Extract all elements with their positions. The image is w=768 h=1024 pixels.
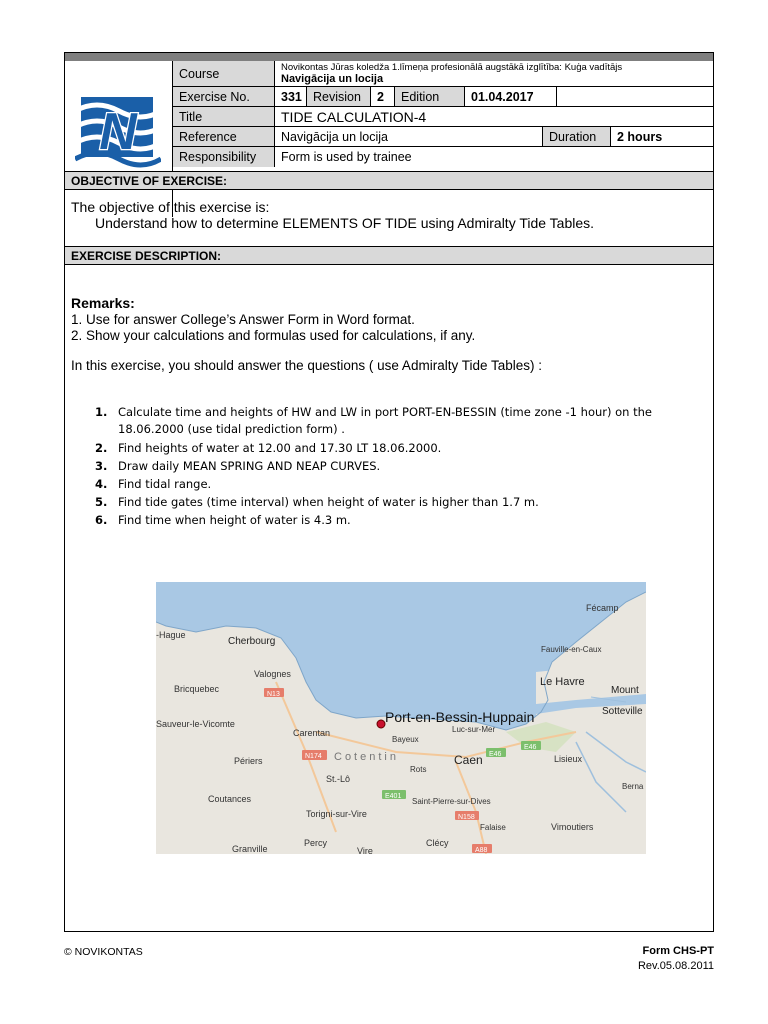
map-label: Percy xyxy=(304,838,328,848)
map-label: Caen xyxy=(454,753,483,767)
port-label: Port-en-Bessin-Huppain xyxy=(385,709,535,725)
duration-value: 2 hours xyxy=(617,129,663,144)
map-label: Rots xyxy=(410,765,427,774)
question-text: Find tidal range. xyxy=(118,477,212,491)
edition-label: Edition xyxy=(395,87,465,106)
question-text: Draw daily MEAN SPRING AND NEAP CURVES. xyxy=(118,459,381,473)
objective-line2: Understand how to determine ELEMENTS OF TIDE using Admiralty Tide Tables. xyxy=(95,215,595,231)
map-label: Fauville-en-Caux xyxy=(541,645,602,654)
port-marker xyxy=(377,720,385,728)
question-number: 3. xyxy=(95,459,108,473)
map-label: Sotteville xyxy=(602,706,643,717)
map-label: Lisieux xyxy=(554,754,583,764)
question-text: Calculate time and heights of HW and LW in port PORT-EN-BESSIN (time zone -1 hour) on the 18.06.2000 (use tidal prediction form) . xyxy=(118,405,652,436)
map-label: Vimoutiers xyxy=(551,822,594,832)
road-badge-label: E46 xyxy=(524,744,537,751)
normandy-map xyxy=(156,582,646,854)
map-label: Périers xyxy=(234,756,263,766)
map-label: -Hague xyxy=(156,630,186,640)
responsibility-label: Responsibility xyxy=(173,147,275,167)
remark-1: 1. Use for answer College’s Answer Form in Word format. xyxy=(71,312,415,327)
responsibility-row xyxy=(173,147,713,167)
title-value: TIDE CALCULATION-4 xyxy=(281,108,427,125)
revision: 2 xyxy=(371,87,395,106)
map-label: Clécy xyxy=(426,838,449,848)
road-badge-label: N158 xyxy=(458,814,475,821)
map-label: Saint-Pierre-sur-Dives xyxy=(412,797,491,806)
exercise-no-label: Exercise No. xyxy=(173,87,275,106)
map-label: Coutances xyxy=(208,794,252,804)
exercise-no: 331 xyxy=(275,87,307,106)
map-label: Bricquebec xyxy=(174,684,220,694)
map-label: St.-Lô xyxy=(326,774,351,784)
question-number: 4. xyxy=(95,477,108,491)
footer-copyright: © NOVIKONTAS xyxy=(64,946,143,958)
question-number: 5. xyxy=(95,495,108,509)
road-badge-label: E401 xyxy=(385,793,402,800)
course-line1: Novikontas Jūras koledža 1.līmeņa profesionālā augstākā izglītība: Kuģa vadītājs xyxy=(281,61,623,73)
map-label: Berna xyxy=(622,782,644,791)
logo-cell xyxy=(65,61,173,217)
edition: 01.04.2017 xyxy=(465,87,557,106)
logo-letter: N xyxy=(99,103,137,161)
question-text: Find tide gates (time interval) when height of water is higher than 1.7 m. xyxy=(118,495,539,509)
reference-label: Reference xyxy=(173,127,275,146)
course-line2: Navigācija un locija xyxy=(281,72,384,85)
course-row xyxy=(173,61,713,87)
map-label: Mount xyxy=(611,685,639,696)
map-label: Sauveur-le-Vicomte xyxy=(156,719,235,729)
road-badge-label: N13 xyxy=(267,691,280,698)
question-number: 2. xyxy=(95,441,108,455)
reference-value: Navigācija un locija xyxy=(275,127,543,146)
map-label: Falaise xyxy=(480,823,506,832)
map-label: Le Havre xyxy=(540,676,585,688)
title-row xyxy=(173,107,713,127)
map-label: Luc-sur-Mer xyxy=(452,725,496,734)
footer-rev: Rev.05.08.2011 xyxy=(637,960,714,972)
duration-label: Duration xyxy=(543,127,611,146)
map-label: Torigni-sur-Vire xyxy=(306,809,367,819)
revision-label: Revision xyxy=(307,87,371,106)
exercise-row xyxy=(173,87,713,107)
map-label: Cotentin xyxy=(334,751,399,763)
objective-heading: OBJECTIVE OF EXERCISE: xyxy=(65,171,713,190)
road-badge-label: N174 xyxy=(305,753,322,760)
question-number: 6. xyxy=(95,513,108,527)
footer-form: Form CHS-PT xyxy=(642,945,714,957)
form-frame xyxy=(64,52,714,932)
top-bar xyxy=(65,53,713,61)
question-text: Find heights of water at 12.00 and 17.30 LT 18.06.2000. xyxy=(118,441,442,455)
map-svg xyxy=(156,582,646,854)
remark-2: 2. Show your calculations and formulas used for calculations, if any. xyxy=(71,328,476,343)
remarks-title: Remarks: xyxy=(71,295,135,311)
description-heading: EXERCISE DESCRIPTION: xyxy=(65,246,713,265)
map-label: Fécamp xyxy=(586,603,619,613)
reference-row xyxy=(173,127,713,147)
objective-line1: The objective of this exercise is: xyxy=(71,199,270,215)
question-number: 1. xyxy=(95,405,108,419)
road-badge-label: E46 xyxy=(489,751,502,758)
course-label: Course xyxy=(173,61,275,86)
map-label: Carentan xyxy=(293,728,331,738)
responsibility-value: Form is used by trainee xyxy=(281,150,412,164)
novikontas-logo xyxy=(75,89,161,173)
map-label: Granville xyxy=(232,844,268,854)
road-badge-label: A88 xyxy=(475,847,488,854)
map-label: Cherbourg xyxy=(228,636,276,647)
map-label: Vire xyxy=(357,846,373,854)
intro-text: In this exercise, you should answer the questions ( use Admiralty Tide Tables) : xyxy=(71,358,542,373)
title-label: Title xyxy=(173,107,275,126)
map-label: Bayeux xyxy=(392,735,419,744)
map-label: Valognes xyxy=(254,669,291,679)
question-text: Find time when height of water is 4.3 m. xyxy=(118,513,351,527)
